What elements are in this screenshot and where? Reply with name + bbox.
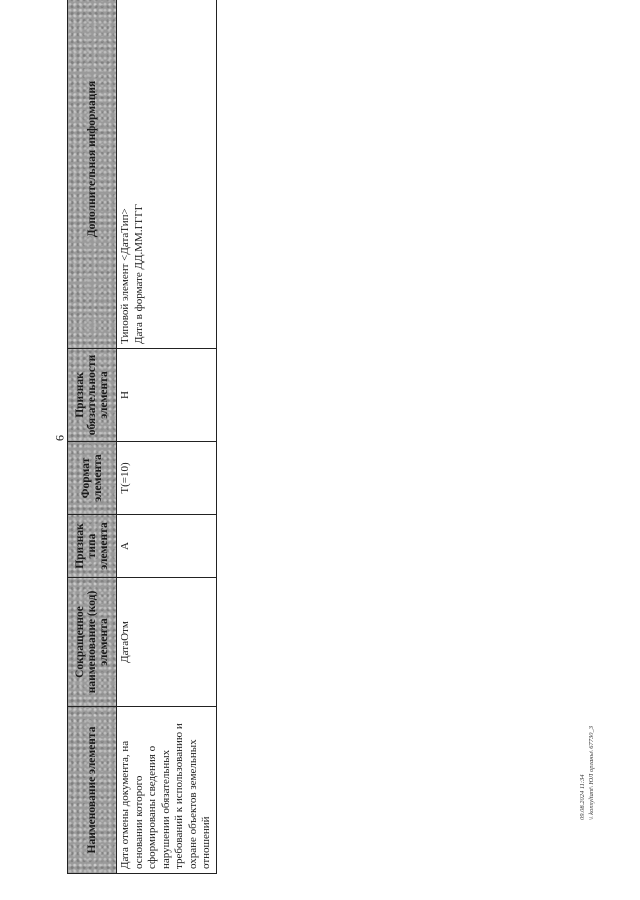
cell-name: Дата отмены документа, на основании которого сформированы сведения о нарушении обязательных требований к использованию и охране объектов земельных отношений [117, 707, 217, 874]
header-name: Наименование элемента [68, 707, 117, 874]
header-required: Признак обязательности элемента [68, 349, 117, 442]
cell-format: Т(=10) [117, 442, 217, 515]
elements-table [67, 0, 217, 874]
stamp-path: \\ konsyltant\ ЮЛ органы\ 67730_3 [588, 725, 595, 820]
cell-info [117, 0, 217, 349]
print-stamp [578, 700, 606, 820]
table-container [67, 24, 212, 874]
table-header-row [68, 0, 117, 874]
table-row [117, 0, 217, 874]
header-code: Сокращенное наименование (код) элемента [68, 578, 117, 707]
info-line-1: Типовой элемент <ДатаТип> [119, 208, 131, 344]
stamp-date: 09.08.2024 11:34 [579, 774, 586, 820]
cell-required: Н [117, 349, 217, 442]
header-info: Дополнительная информация [68, 0, 117, 349]
info-line-2: Дата в формате ДД.ММ.ГГГГ [132, 203, 145, 344]
header-format: Формат элемента [68, 442, 117, 515]
page-number: 9 [53, 435, 67, 441]
cell-type: А [117, 515, 217, 578]
cell-code: ДатаОтм [117, 578, 217, 707]
header-type: Признак типа элемента [68, 515, 117, 578]
